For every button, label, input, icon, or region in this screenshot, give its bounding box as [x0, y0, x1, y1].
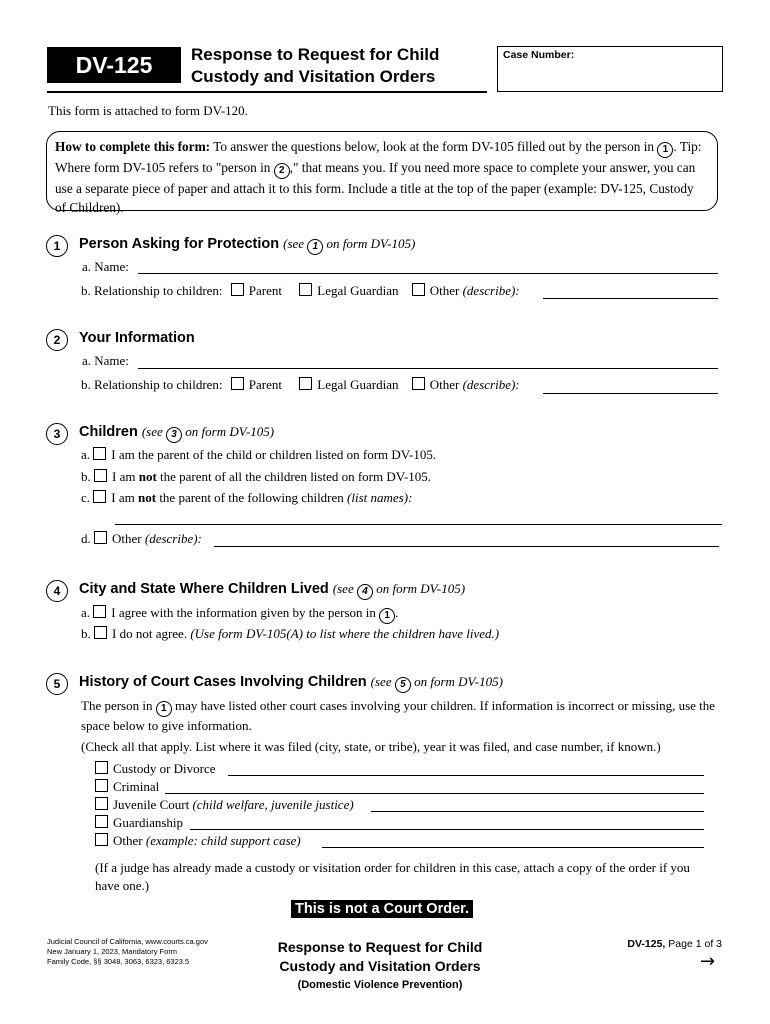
page-form-id: DV-125, [627, 938, 666, 950]
option-a-checkbox[interactable] [93, 447, 106, 460]
lived-option-a [81, 605, 398, 624]
section-heading-3 [79, 424, 274, 443]
relationship-row [81, 377, 520, 393]
option-letter: a. [81, 447, 91, 462]
section-title: Children [79, 424, 138, 440]
legal-guardian-option-label: Legal Guardian [317, 377, 399, 392]
option-text: the parent of the following children [156, 490, 348, 505]
juvenile-input-line[interactable] [371, 811, 704, 812]
instructions-text-1: To answer the questions below, look at the form DV-105 filled out by the person in [210, 139, 658, 154]
court-cases-intro [81, 697, 721, 735]
footer-title-line1: Response to Request for Child [277, 939, 483, 955]
circled-number: 1 [307, 239, 323, 255]
case-type-hint: (child welfare, juvenile justice) [192, 797, 354, 812]
case-type-custody [95, 761, 216, 777]
instructions-box [46, 131, 718, 215]
other-option-label: Other [429, 283, 460, 298]
case-type-guardianship [95, 815, 183, 831]
circled-number: 1 [379, 608, 395, 624]
option-c-checkbox[interactable] [93, 490, 106, 503]
juvenile-checkbox[interactable] [95, 797, 108, 810]
describe-hint: (describe): [462, 377, 520, 392]
case-type-label: Criminal [113, 779, 160, 794]
name-input-line[interactable] [138, 368, 718, 369]
section-number-2: 2 [46, 329, 68, 351]
other-describe-line[interactable] [214, 546, 719, 547]
lived-option-b [81, 626, 499, 642]
option-letter: b. [81, 626, 91, 641]
ref-text: (see [141, 424, 167, 439]
case-type-label: Custody or Divorce [113, 761, 216, 776]
circled-number: 1 [657, 142, 673, 158]
option-text: Other [112, 531, 145, 546]
disagree-checkbox[interactable] [94, 626, 107, 639]
court-cases-instructions: (Check all that apply. List where it was filed (city, state, or tribe), year it was filed, and case number, if known.) [81, 739, 661, 754]
option-letter: a. [81, 605, 91, 620]
section-number-4: 4 [46, 580, 68, 602]
other-option-label: Other [429, 377, 460, 392]
footer-title-line2: Custody and Visitation Orders [279, 958, 481, 974]
section-number-5: 5 [46, 673, 68, 695]
section-title: Person Asking for Protection [79, 236, 280, 252]
footer-code: Family Code, §§ 3048, 3063, 6323, 6323.5 [47, 957, 190, 966]
option-emphasis: not [138, 469, 157, 484]
circled-number: 1 [156, 701, 172, 717]
attach-order-note: (If a judge has already made a custody or visitation order for children in this case, attach a copy of the order if you have one.) [95, 860, 690, 893]
children-option-d [81, 531, 202, 547]
describe-hint: (describe): [144, 531, 202, 546]
case-type-criminal [95, 779, 159, 795]
option-text: the parent of all the children listed on form DV-105. [156, 469, 432, 484]
section-title: History of Court Cases Involving Children [79, 674, 367, 690]
parent-option-label: Parent [248, 377, 283, 392]
title-rule [47, 91, 487, 93]
relationship-row [81, 283, 520, 299]
footer-info [47, 937, 208, 967]
custody-input-line[interactable] [228, 775, 704, 776]
section-number-3: 3 [46, 423, 68, 445]
form-id: DV-125 [75, 51, 153, 78]
section-heading-1 [79, 236, 415, 255]
relationship-label: b. Relationship to children: [81, 377, 223, 392]
ref-text: on form DV-105) [182, 424, 275, 439]
children-option-b [81, 469, 431, 485]
section-heading-5 [79, 674, 503, 693]
ref-text: (see [332, 581, 357, 596]
ref-text: on form DV-105) [323, 236, 416, 251]
option-hint: (Use form DV-105(A) to list where the children have lived.) [190, 626, 500, 641]
parent-option-label: Parent [248, 283, 283, 298]
next-page-arrow-icon: → [700, 951, 716, 972]
option-text: I am [111, 490, 138, 505]
case-type-label: Guardianship [113, 815, 184, 830]
name-label: a. Name: [82, 353, 129, 368]
option-b-checkbox[interactable] [94, 469, 107, 482]
footer-date: New January 1, 2023, Mandatory Form [47, 947, 178, 956]
page-number: Page 1 of 3 [665, 938, 722, 950]
other-case-checkbox[interactable] [95, 833, 108, 846]
option-letter: c. [81, 490, 91, 505]
parent-checkbox[interactable] [231, 377, 244, 390]
circled-number: 4 [357, 584, 373, 600]
case-type-other [95, 833, 301, 849]
form-title [191, 44, 439, 88]
parent-checkbox[interactable] [231, 283, 244, 296]
agree-checkbox[interactable] [93, 605, 106, 618]
instructions-text-3: ," that means you. If you need more space to complete your answer, you can use a separate piece of paper and attach it to this form. Include a title at the top of the paper (example: DV-125, Custody of Children). [55, 160, 696, 215]
custody-checkbox[interactable] [95, 761, 108, 774]
name-label: a. Name: [82, 259, 129, 274]
other-case-input-line[interactable] [322, 847, 704, 848]
ref-text: (see [370, 674, 395, 689]
guardianship-checkbox[interactable] [95, 815, 108, 828]
instructions-lead: How to complete this form: [55, 139, 211, 154]
criminal-input-line[interactable] [165, 793, 704, 794]
legal-guardian-option-label: Legal Guardian [317, 283, 399, 298]
case-type-hint: (example: child support case) [145, 833, 301, 848]
section-heading-2: Your Information [79, 330, 195, 346]
option-text: I am the parent of the child or children listed on form DV-105. [111, 447, 437, 462]
footer-title [250, 938, 510, 995]
other-describe-line[interactable] [543, 298, 718, 299]
children-names-line[interactable] [115, 524, 722, 525]
section-number-1: 1 [46, 235, 68, 257]
case-type-label: Juvenile Court [113, 797, 193, 812]
not-court-order-banner: This is not a Court Order. [291, 900, 473, 918]
option-text: I am [112, 469, 139, 484]
ref-text: on form DV-105) [372, 581, 466, 596]
other-describe-line[interactable] [543, 393, 718, 394]
legal-guardian-checkbox[interactable] [299, 283, 312, 296]
section-title: City and State Where Children Lived [79, 581, 329, 597]
case-number-label: Case Number: [503, 49, 575, 61]
option-text: . [395, 605, 399, 620]
footer-subtitle: (Domestic Violence Prevention) [297, 979, 463, 991]
form-title-line1: Response to Request for Child [191, 45, 440, 64]
children-option-a [81, 447, 436, 463]
option-letter: d. [81, 531, 91, 546]
intro-text: may have listed other court cases involving your children. If information is incorrect or missing, use the space below to give information. [81, 698, 716, 733]
ref-text: (see [283, 236, 308, 251]
legal-guardian-checkbox[interactable] [299, 377, 312, 390]
option-text: I do not agree. [112, 626, 191, 641]
circled-number: 5 [395, 677, 411, 693]
option-letter: b. [81, 469, 91, 484]
ref-text: on form DV-105) [410, 674, 503, 689]
option-emphasis: not [138, 490, 157, 505]
name-input-line[interactable] [138, 273, 718, 274]
form-id-badge [47, 47, 181, 83]
option-d-checkbox[interactable] [94, 531, 107, 544]
other-checkbox[interactable] [412, 283, 425, 296]
page-indicator [600, 938, 722, 950]
describe-hint: (describe): [462, 283, 520, 298]
circled-number: 3 [166, 427, 182, 443]
circled-number: 2 [274, 163, 290, 179]
option-text: I agree with the information given by the person in [111, 605, 380, 620]
list-names-hint: (list names): [347, 490, 413, 505]
attached-note: This form is attached to form DV-120. [48, 103, 248, 118]
case-type-juvenile [95, 797, 354, 813]
case-type-label: Other [113, 833, 146, 848]
form-title-line2: Custody and Visitation Orders [191, 67, 436, 86]
other-checkbox[interactable] [412, 377, 425, 390]
instructions-text-2: . Tip: Where form DV-105 refers to "person in [55, 139, 702, 175]
relationship-label: b. Relationship to children: [81, 283, 223, 298]
guardianship-input-line[interactable] [190, 829, 704, 830]
intro-text: The person in [81, 698, 156, 713]
footer-council: Judicial Council of California, www.courts.ca.gov [47, 937, 208, 946]
section-heading-4 [79, 581, 465, 600]
children-option-c [81, 490, 412, 506]
criminal-checkbox[interactable] [95, 779, 108, 792]
